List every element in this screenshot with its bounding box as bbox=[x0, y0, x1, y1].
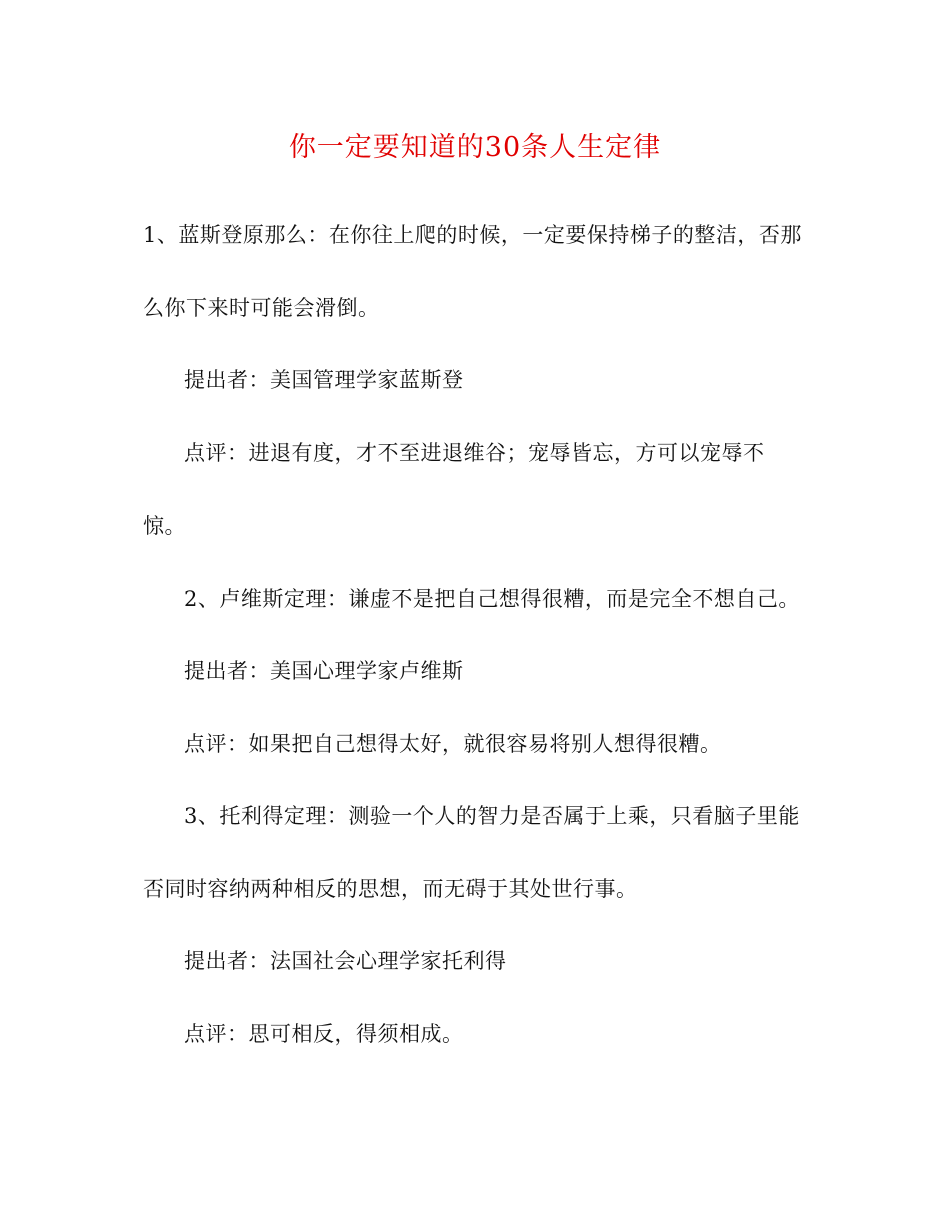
body-line: 否同时容纳两种相反的思想，而无碍于其处世行事。 bbox=[143, 877, 638, 901]
body-line: 点评：进退有度，才不至进退维谷；宠辱皆忘，方可以宠辱不 bbox=[184, 441, 765, 465]
body-line: 惊。 bbox=[143, 514, 186, 538]
body-line: 点评：思可相反，得须相成。 bbox=[184, 1022, 464, 1046]
body-line: 提出者：美国心理学家卢维斯 bbox=[184, 659, 464, 683]
body-line: 提出者：美国管理学家蓝斯登 bbox=[184, 368, 464, 392]
body-line: 3、托利得定理：测验一个人的智力是否属于上乘，只看脑子里能 bbox=[184, 804, 800, 828]
page-title: 你一定要知道的30条人生定律 bbox=[288, 132, 662, 163]
body-line: 点评：如果把自己想得太好，就很容易将别人想得很糟。 bbox=[184, 732, 722, 756]
body-line: 么你下来时可能会滑倒。 bbox=[143, 296, 380, 320]
body-line: 2、卢维斯定理：谦虚不是把自己想得很糟，而是完全不想自己。 bbox=[184, 587, 800, 611]
body-line: 提出者：法国社会心理学家托利得 bbox=[184, 949, 507, 973]
body-line: 1、蓝斯登原那么：在你往上爬的时候，一定要保持梯子的整洁，否那 bbox=[143, 223, 802, 247]
